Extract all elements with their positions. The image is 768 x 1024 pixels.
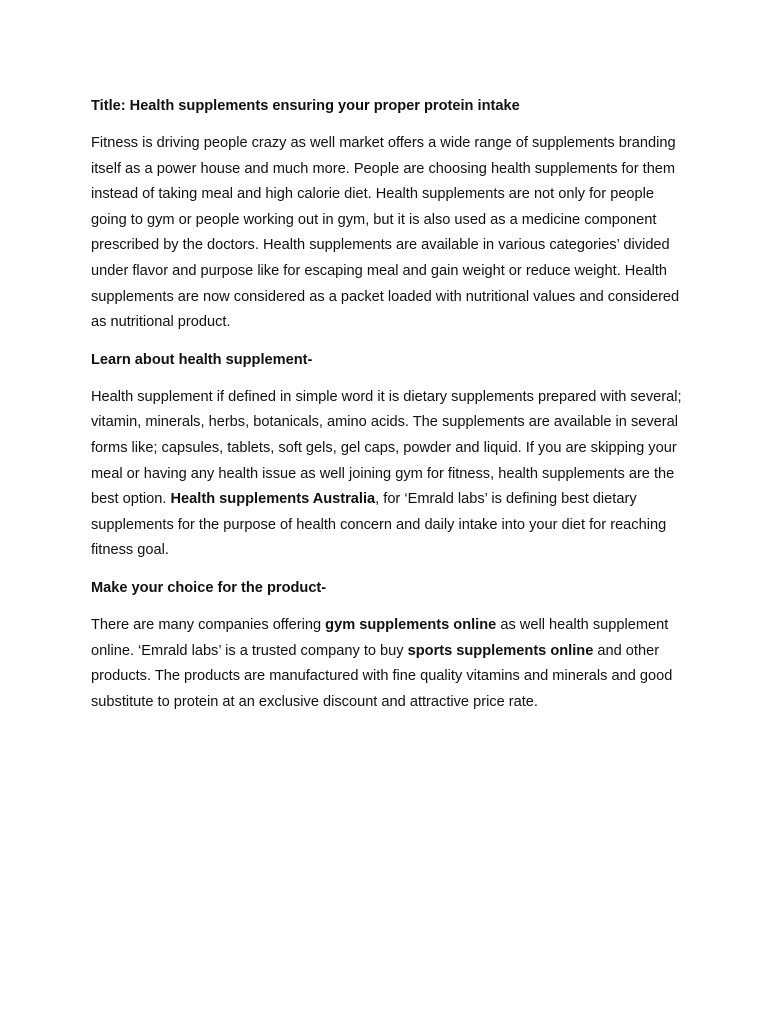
document-title: Title: Health supplements ensuring your proper protein intake — [91, 98, 520, 114]
section-heading-choice: Make your choice for the product- — [91, 579, 327, 596]
paragraph-text: and other products. The products are manufactured with fine quality vitamins and minerals and good substitute to protein at an exclusive discount and attractive price rate. — [91, 642, 673, 710]
keyword-gym-supplements-online: gym supplements online — [325, 616, 497, 633]
section-heading-learn: Learn about health supplement- — [91, 351, 313, 368]
paragraph-text: Health supplement if defined in simple word it is dietary supplements prepared with several; vitamin, minerals, herbs, botanicals, amino acids. The supplements are available in several forms like; capsules, tablets, soft gels, gel caps, powder and liquid. If you are skipping your meal or having any health issue as well joining gym for fitness, health supplements are the best option. — [91, 388, 682, 508]
intro-paragraph: Fitness is driving people crazy as well market offers a wide range of supplements branding itself as a power house and much more. People are choosing health supplements for them instead of taking meal and high calorie diet. Health supplements are not only for people going to gym or people working out in gym, but it is also used as a medicine component prescribed by the doctors. Health supplements are available in various categories’ divided under flavor and purpose like for escaping meal and gain weight or reduce weight. Health supplements are now considered as a packet loaded with nutritional values and considered as nutritional product. — [91, 135, 680, 331]
section-paragraph-choice — [91, 613, 688, 715]
paragraph-text: as well health supplement online. ‘Emrald labs’ is a trusted company to buy — [91, 616, 669, 659]
paragraph-text: , for ‘Emrald labs’ is defining best dietary supplements for the purpose of health concern and daily intake into your diet for reaching fitness goal. — [91, 491, 667, 559]
section-paragraph-learn — [91, 385, 688, 564]
keyword-sports-supplements-online: sports supplements online — [407, 642, 594, 659]
paragraph-text: There are many companies offering — [91, 616, 326, 633]
keyword-health-supplements-australia: Health supplements Australia — [170, 491, 376, 508]
